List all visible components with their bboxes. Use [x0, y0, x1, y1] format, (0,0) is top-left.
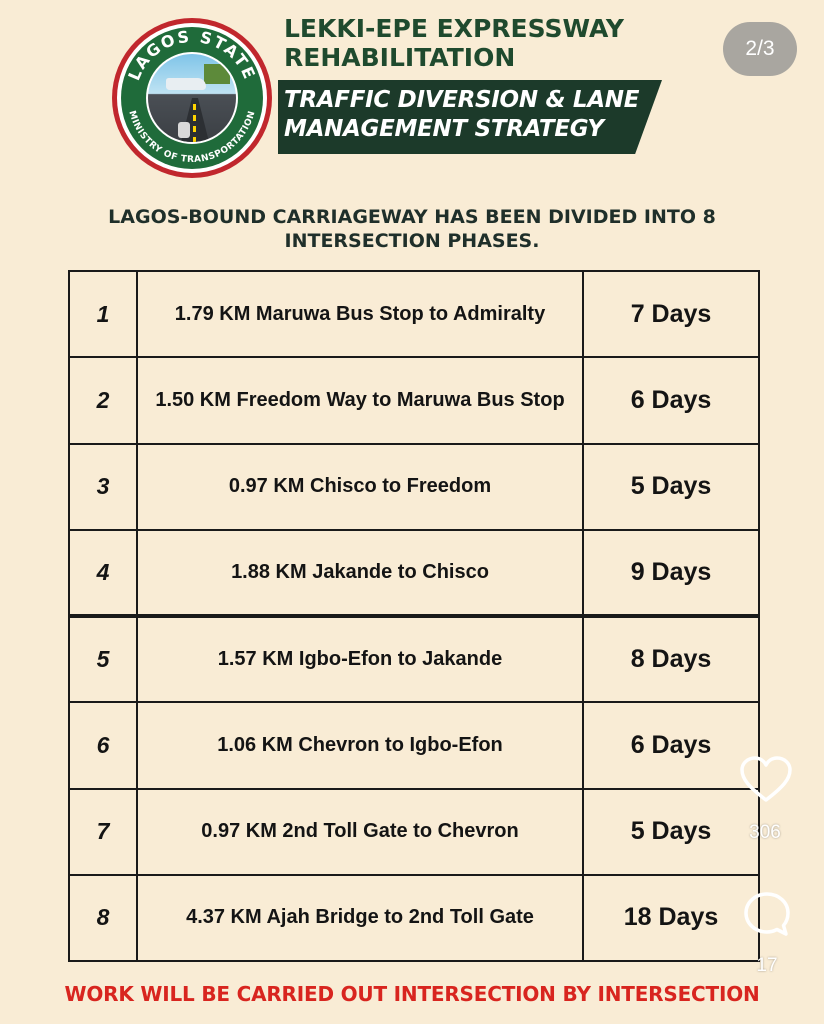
phase-number: 1	[69, 271, 137, 357]
title-line-2: REHABILITATION	[284, 43, 516, 72]
phase-duration: 6 Days	[583, 702, 759, 788]
phase-segment: 1.57 KM Igbo-Efon to Jakande	[137, 616, 583, 702]
phases-table	[68, 270, 760, 962]
phase-segment: 1.06 KM Chevron to Igbo-Efon	[137, 702, 583, 788]
phase-duration: 5 Days	[583, 444, 759, 530]
phase-number: 2	[69, 357, 137, 443]
phase-duration: 18 Days	[583, 875, 759, 961]
title-line-1: LEKKI-EPE EXPRESSWAY	[284, 14, 625, 43]
phase-number: 8	[69, 875, 137, 961]
comment-button[interactable]	[742, 890, 792, 940]
phase-segment: 1.79 KM Maruwa Bus Stop to Admiralty	[137, 271, 583, 357]
table-row	[69, 702, 759, 788]
subtitle-line-1: TRAFFIC DIVERSION & LANE	[284, 87, 640, 113]
intro-line-1: LAGOS-BOUND CARRIAGEWAY HAS BEEN DIVIDED INTO 8	[108, 206, 716, 228]
intro-line-2: INTERSECTION PHASES.	[284, 230, 540, 252]
phase-duration: 6 Days	[583, 357, 759, 443]
page-title	[284, 14, 664, 72]
table-row	[69, 530, 759, 616]
phase-duration: 5 Days	[583, 789, 759, 875]
page-subtitle	[284, 86, 644, 144]
phase-number: 3	[69, 444, 137, 530]
phase-segment: 1.50 KM Freedom Way to Maruwa Bus Stop	[137, 357, 583, 443]
like-count: 306	[749, 822, 781, 843]
phase-number: 7	[69, 789, 137, 875]
table-row	[69, 271, 759, 357]
table-row	[69, 875, 759, 961]
comment-count: 17	[756, 955, 778, 976]
carousel-page-indicator: 2/3	[723, 22, 797, 76]
svg-text:LAGOS STATE	[124, 27, 259, 83]
phase-segment: 0.97 KM Chisco to Freedom	[137, 444, 583, 530]
table-row	[69, 444, 759, 530]
phase-number: 5	[69, 616, 137, 702]
footer-note: WORK WILL BE CARRIED OUT INTERSECTION BY INTERSECTION	[64, 982, 760, 1006]
comment-bubble-icon	[742, 890, 792, 940]
svg-text:MINISTRY OF TRANSPORTATION	[126, 110, 257, 165]
phase-segment: 1.88 KM Jakande to Chisco	[137, 530, 583, 616]
phase-duration: 9 Days	[583, 530, 759, 616]
table-row	[69, 616, 759, 702]
table-row	[69, 357, 759, 443]
phase-duration: 8 Days	[583, 616, 759, 702]
phase-segment: 0.97 KM 2nd Toll Gate to Chevron	[137, 789, 583, 875]
like-button[interactable]	[739, 755, 793, 805]
phase-duration: 7 Days	[583, 271, 759, 357]
subtitle-line-2: MANAGEMENT STRATEGY	[284, 116, 604, 142]
table-row	[69, 789, 759, 875]
phase-number: 6	[69, 702, 137, 788]
seal-bottom-text: MINISTRY OF TRANSPORTATION	[126, 109, 258, 166]
seal-top-text: LAGOS STATE	[124, 26, 260, 84]
phase-segment: 4.37 KM Ajah Bridge to 2nd Toll Gate	[137, 875, 583, 961]
heart-icon	[739, 755, 793, 805]
lagos-state-seal-logo	[112, 18, 272, 178]
intro-text	[40, 205, 784, 253]
phase-number: 4	[69, 530, 137, 616]
